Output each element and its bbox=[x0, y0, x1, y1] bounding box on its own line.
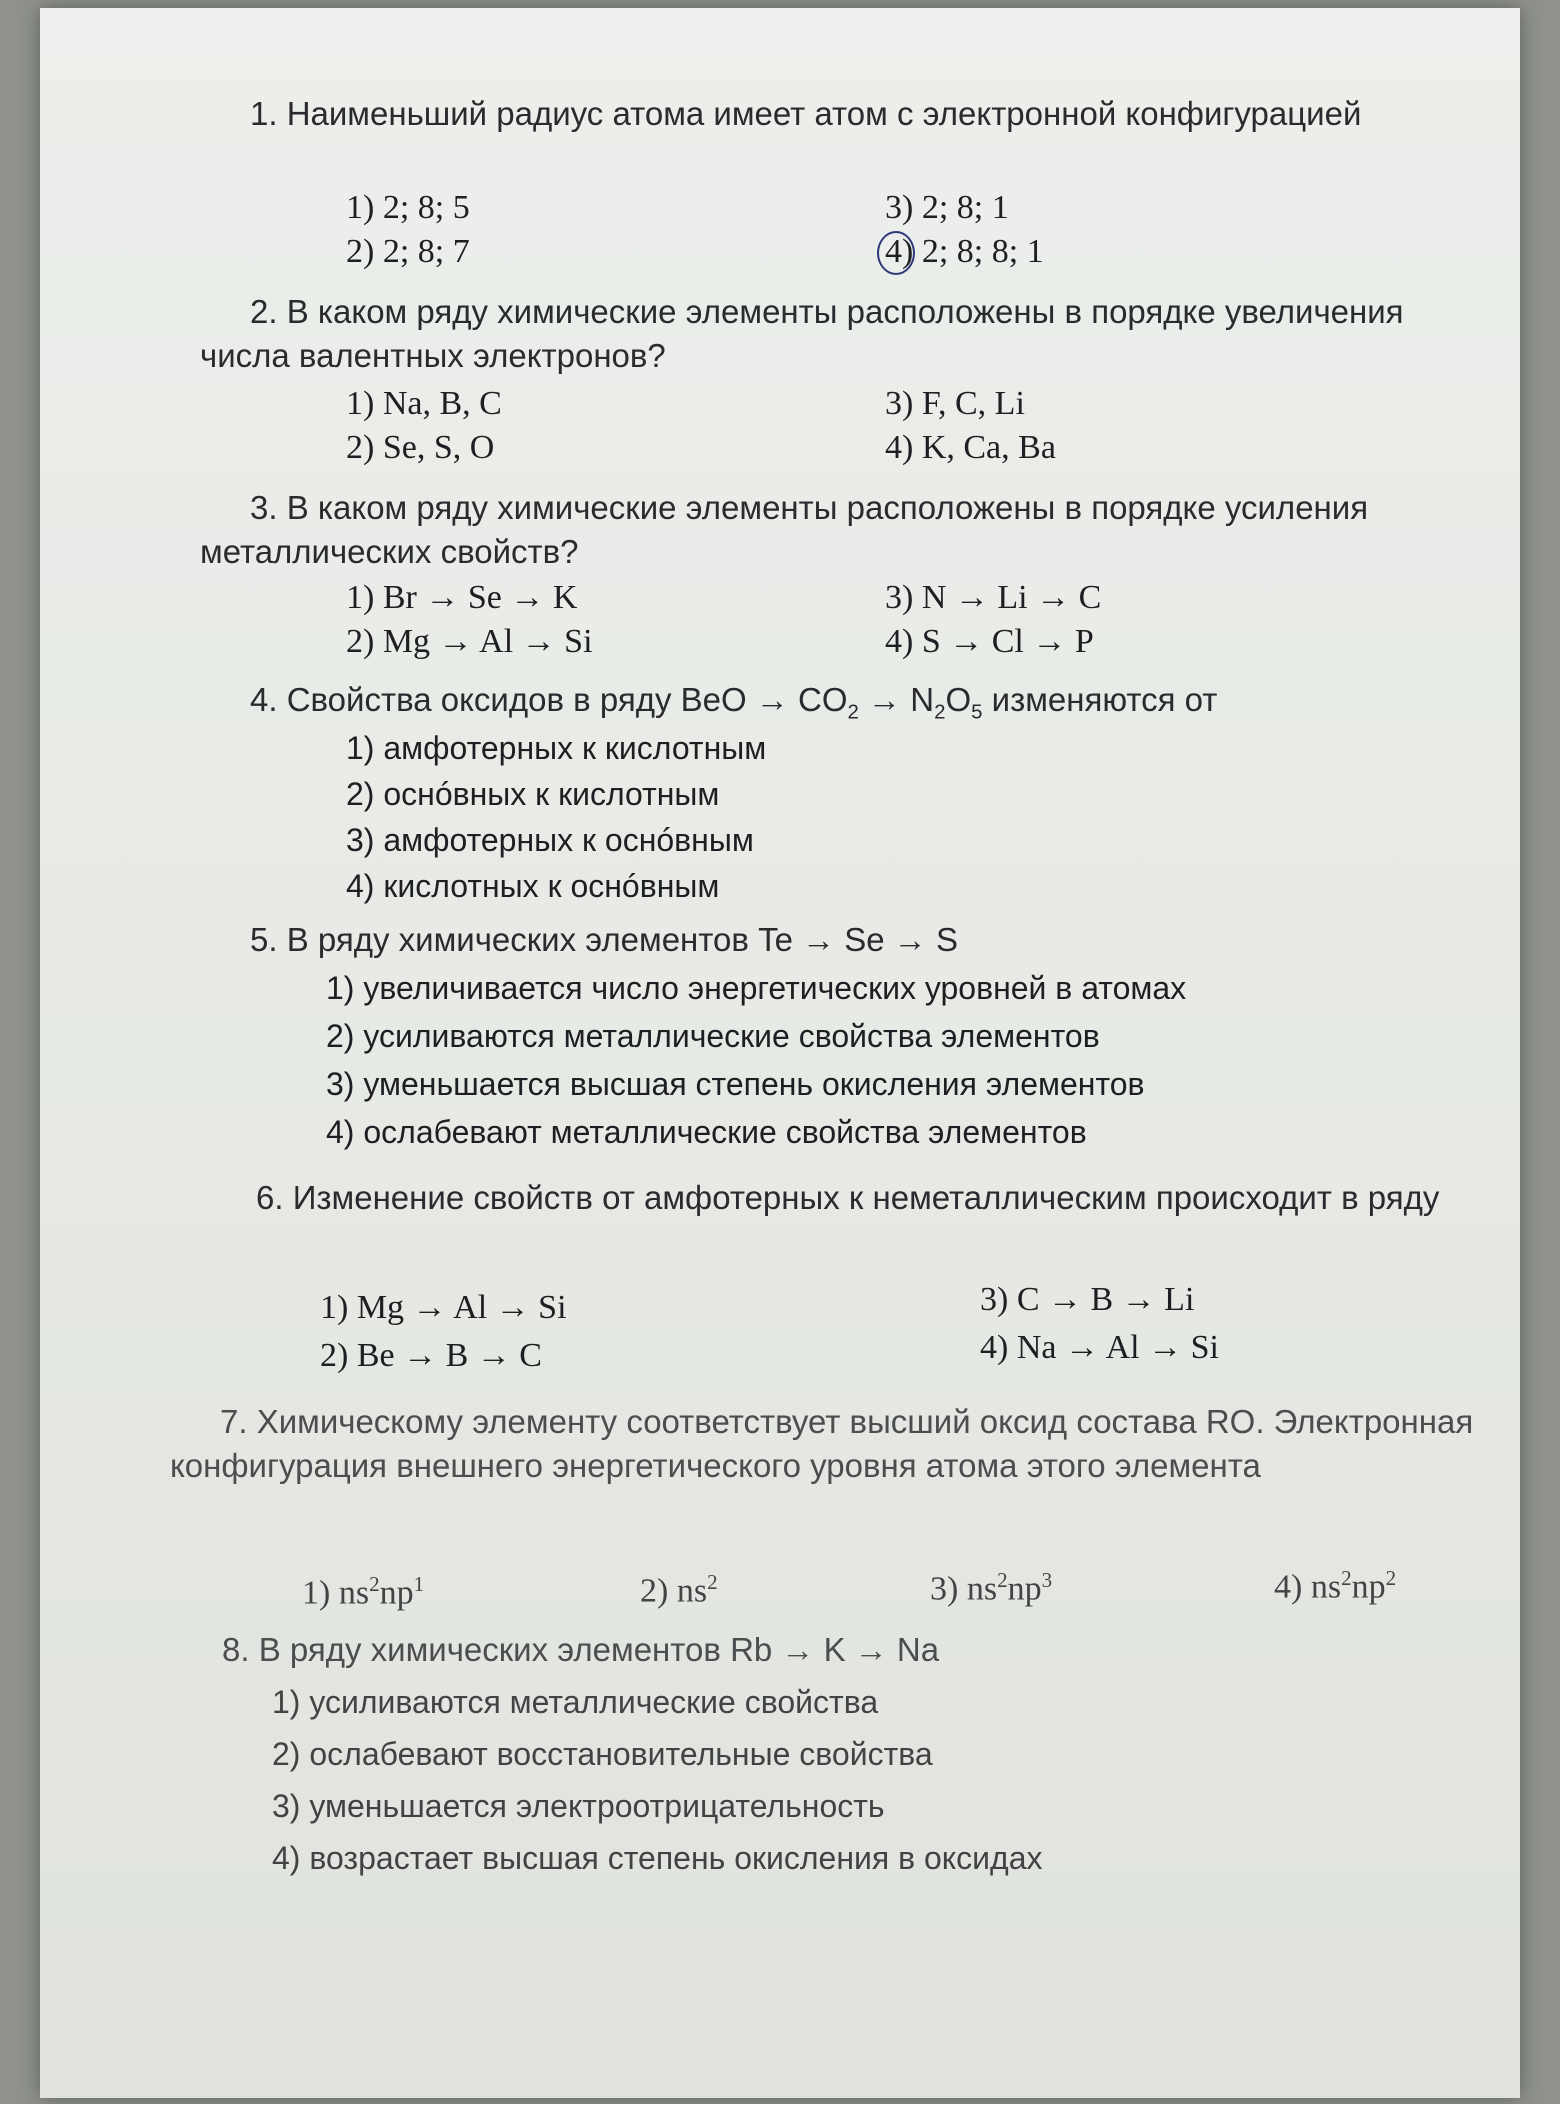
q2-option-4: 4) K, Ca, Ba bbox=[885, 429, 1056, 466]
q3-option-1: 1) Br → Se → K bbox=[346, 579, 578, 616]
question-2-stem: 2. В каком ряду химические элементы расположены в порядке увеличения числа валентных электронов? bbox=[200, 293, 1404, 374]
q7-option-2: 2) $ns^2$ bbox=[640, 1570, 718, 1610]
q4-option-2: 2) оснóвных к кислотным bbox=[346, 776, 720, 812]
q8-option-4: 4) возрастает высшая степень окисления в оксидах bbox=[272, 1840, 1043, 1876]
q5-option-2: 2) усиливаются металлические свойства элементов bbox=[326, 1018, 1100, 1054]
q5-option-1: 1) увеличивается число энергетических уровней в атомах bbox=[326, 970, 1187, 1006]
q8-option-1: 1) усиливаются металлические свойства bbox=[272, 1684, 879, 1720]
question-7-stem: 7. Химическому элементу соответствует высший оксид состава RO. Электронная конфигурация внешнего энергетического уровня атома этого элемента bbox=[170, 1403, 1474, 1484]
q6-option-3: 3) C → B → Li bbox=[980, 1281, 1195, 1318]
question-3-stem: 3. В каком ряду химические элементы расположены в порядке усиления металлических свойств? bbox=[200, 489, 1369, 570]
q3-option-3: 3) N → Li → C bbox=[885, 579, 1102, 616]
question-1 bbox=[40, 8, 1520, 270]
q1-option-4-circled: 4) 2; 8; 8; 1 bbox=[885, 230, 1044, 274]
test-sheet bbox=[40, 8, 1520, 2098]
question-6-stem: 6. Изменение свойств от амфотерных к неметаллическим происходит в ряду bbox=[256, 1179, 1440, 1216]
q2-option-1: 1) Na, B, C bbox=[346, 385, 502, 422]
q2-option-3: 3) F, C, Li bbox=[885, 385, 1025, 422]
q7-option-4: 4) $ns^2np^2$ bbox=[1274, 1566, 1397, 1606]
q1-option-2: 2) 2; 8; 7 bbox=[346, 233, 470, 270]
question-8-stem: 8. В ряду химических элементов Rb → K → Na bbox=[222, 1631, 940, 1668]
q4-option-1: 1) амфотерных к кислотным bbox=[346, 730, 767, 766]
question-4-stem: 4. Свойства оксидов в ряду BeO → $CO_2 \to N_2O_5$ изменяются от bbox=[250, 681, 1218, 724]
q7-option-1: 1) $ns^2np^1$ bbox=[302, 1572, 425, 1612]
q5-option-4: 4) ослабевают металлические свойства элементов bbox=[326, 1114, 1087, 1150]
question-5-stem: 5. В ряду химических элементов Te → Se → S bbox=[250, 921, 958, 958]
q4-option-4: 4) кислотных к оснóвным bbox=[346, 868, 720, 904]
q5-option-3: 3) уменьшается высшая степень окисления элементов bbox=[326, 1066, 1145, 1102]
q4-option-3: 3) амфотерных к оснóвным bbox=[346, 822, 754, 858]
q6-option-4: 4) Na → Al → Si bbox=[980, 1329, 1219, 1366]
q7-option-3: 3) $ns^2np^3$ bbox=[930, 1568, 1053, 1608]
q6-option-2: 2) Be → B → C bbox=[320, 1337, 542, 1374]
q3-option-4: 4) S → Cl → P bbox=[885, 623, 1094, 660]
question-1-stem: 1. Наименьший радиус атома имеет атом с электронной конфигурацией bbox=[250, 95, 1362, 132]
q2-option-2: 2) Se, S, O bbox=[346, 429, 495, 466]
q6-option-1: 1) Mg → Al → Si bbox=[320, 1289, 567, 1326]
q8-option-2: 2) ослабевают восстановительные свойства bbox=[272, 1736, 933, 1772]
q8-option-3: 3) уменьшается электроотрицательность bbox=[272, 1788, 885, 1824]
q1-option-3: 3) 2; 8; 1 bbox=[885, 189, 1009, 226]
q1-option-1: 1) 2; 8; 5 bbox=[346, 189, 470, 226]
q3-option-2: 2) Mg → Al → Si bbox=[346, 623, 593, 660]
